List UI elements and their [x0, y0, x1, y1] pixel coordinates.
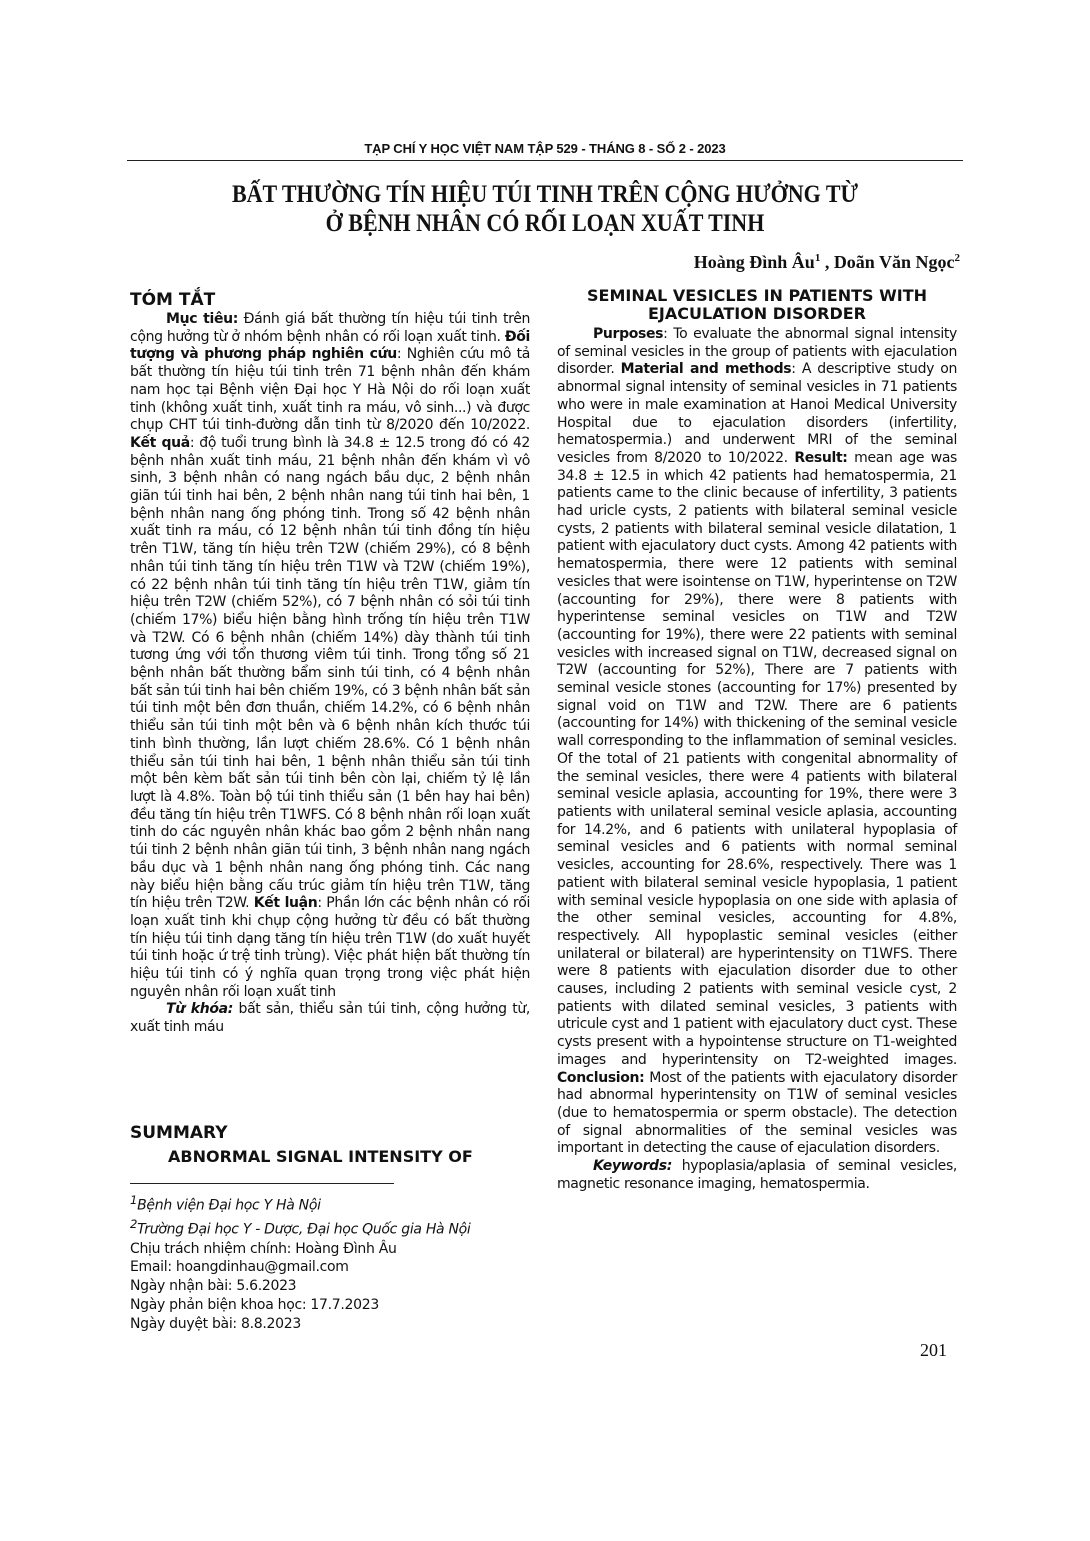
journal-header: TẠP CHÍ Y HỌC VIỆT NAM TẬP 529 - THÁNG 8 - SỐ 2 - 2023 — [364, 141, 726, 156]
email: Email: hoangdinhau@gmail.com — [130, 1259, 349, 1276]
title-line-2: Ở BỆNH NHÂN CÓ RỐI LOẠN XUẤT TINH — [325, 210, 765, 237]
summary-title-part1: ABNORMAL SIGNAL INTENSITY OF — [168, 1147, 473, 1166]
date-received: Ngày nhận bài: 5.6.2023 — [130, 1278, 297, 1295]
label-conclusion: Conclusion: — [557, 1069, 645, 1086]
text-muc-tieu: Đánh giá bất thường tín hiệu túi tinh trên cộng hưởng từ ở nhóm bệnh nhân có rối loạn xuất tinh. — [130, 311, 530, 345]
author-1-affiliation: 1 — [814, 252, 821, 264]
text-ket-luan: : Phần lớn các bệnh nhân có rối loạn xuất tinh khi chụp cộng hưởng từ đều có bất thường tín hiệu túi tinh dạng tăng tín hiệu trên T1W (do xuất huyết túi tinh hoặc ứ trệ tinh trùng). Việc phát hiện bất thường tín hiệu túi tinh có ý nghĩa quan trọng trong việc phát hiện nguyên nhân rối loạn xuất tinh — [130, 895, 530, 1000]
text-result: mean age was 34.8 ± 12.5 in which 42 patients had hematospermia, 21 patients came to the clinic because of infertility, 3 patients had uricle cysts, 2 patients with bilateral seminal vesicle cysts, 2 patients with bilateral seminal vesicle dilatation, 1 patient with ejaculatory duct cysts. Among 42 patients with hematospermia, there were 12 patients with seminal vesicles that were isointense on T1W, hyperintense on T2W (accounting for 29%), there were 8 patients with hyperintense seminal vesicles on T1W and T2W (accounting for 19%), there were 22 patients with seminal vesicles with increased signal on T1W, decreased signal on T2W (accounting for 52%), There are 7 patients with seminal vesicle stones (accounting for 17%) presented by signal void on T1W and T2W. There are 6 patients (accounting for 14%) with thickening of the seminal vesicle wall corresponding to the inflammation of seminal vesicles. Of the total of 21 patients with congenital abnormality of the seminal vesicles, there were 4 patients with bilateral seminal vesicle aplasia, accounting for 19%, there were 3 patients with unilateral seminal vesicle aplasia, accounting for 14.2%, and 6 patients with unilateral hypoplasia of seminal vesicles and 6 patients with normal seminal vesicles, accounting for 28.6%, respectively. There was 1 patient with bilateral seminal vesicle hypoplasia, 1 patient with seminal vesicle hypoplasia on one side with aplasia of the other seminal vesicles, accounting for 4.8%, respectively. All hypoplastic seminal vesicles (either unilateral or bilateral) are hyperintensity on T1WFS. There were 8 patients with ejaculation disorder due to other causes, including 2 patients with seminal vesicle cyst, 2 patients with dilated seminal vesicles, 3 patients with utricule cyst and 1 patient with ejaculatory duct cyst. These cysts present with a hypointense structure on T1-weighted images and hyperintensity on T2-weighted images. — [557, 449, 958, 1068]
page-number: 201 — [920, 1340, 947, 1360]
label-ket-luan: Kết luận — [253, 895, 318, 912]
keywords-vi — [130, 1001, 530, 1036]
footnote-divider — [130, 1183, 394, 1184]
label-purposes: Purposes — [593, 326, 664, 342]
authors — [694, 252, 960, 273]
text-ket-qua: : độ tuổi trung bình là 34.8 ± 12.5 trong đó có 42 bệnh nhân xuất tinh máu, 21 bệnh nhân đến khám vì vô sinh, 3 bệnh nhân có nang ngách bầu dục, 2 bệnh nhân giãn túi tinh hai bên, 2 bệnh nhân nang túi tinh hai bên, 1 bệnh nhân nang ống phóng tinh. Trong số 42 bệnh nhân xuất tinh ra máu, có 12 bệnh nhân túi tinh đồng tín hiệu trên T1W, tăng tín hiệu trên T2W (chiếm 29%), có 8 bệnh nhân túi tinh tăng tín hiệu trên T1W và T2W (chiếm 19%), có 22 bệnh nhân túi tinh tăng tín hiệu trên T1W, giảm tín hiệu trên T2W (chiếm 52%), có 7 bệnh nhân có sỏi túi tinh (chiếm 17%) biểu hiện bằng hình trống tín hiệu trên T1W và T2W. Có 6 bệnh nhân (chiếm 14%) dày thành túi tinh tương ứng với tổn thương viêm túi tinh. Trong tổng số 21 bệnh nhân bất thường bẩm sinh túi tinh, có 4 bệnh nhân bất sản túi tinh hai bên chiếm 19%, có 3 bệnh nhân bất sản túi tinh một bên đơn thuần, chiếm 14.2%, có 6 bệnh nhân thiểu sản túi tinh một bên và 6 bệnh nhân kích thước túi tinh bình thường, lần lượt chiếm 28.6%. Có 1 bệnh nhân thiểu sản túi tinh hai bên, 1 bệnh nhân thiểu sản túi tinh một bên kèm bất sản túi tinh bên còn lại, chiếm tỷ lệ lần lượt là 4.8%. Toàn bộ túi tinh thiểu sản (1 bên hay hai bên) đều tăng tín hiệu trên T1WFS. Có 8 bệnh nhân rối loạn xuất tinh do các nguyên nhân khác bao gồm 2 bệnh nhân nang túi tinh 2 bệnh nhân giãn túi tinh, 3 bệnh nhân nang ngách bầu dục và 1 bệnh nhân nang ống phóng tinh. Các nang này biểu hiện bằng cấu trúc giảm tín hiệu trên T1W, tăng tín hiệu trên T2W. — [130, 434, 530, 912]
label-muc-tieu: Mục tiêu: — [166, 311, 238, 327]
label-doi-tuong: Đối tượng và phương pháp nghiên cứu — [130, 328, 530, 363]
summary-heading: SUMMARY — [130, 1123, 228, 1143]
text-methods: : A descriptive study on abnormal signal intensity of seminal vesicles in 71 patients who were in male examination at Hanoi Medical University Hospital due to ejaculation disorders (infertility, hematospermia.) and underwent MRI of the seminal vesicles from 8/2020 to 10/2022. — [557, 361, 957, 466]
summary-title-line-2: SEMINAL VESICLES IN PATIENTS WITH — [586, 286, 928, 305]
date-accepted: Ngày duyệt bài: 8.8.2023 — [130, 1315, 301, 1332]
summary-body — [557, 326, 957, 1193]
author-1: Hoàng Đình Âu — [693, 252, 815, 272]
author-2: Doãn Văn Ngọc — [833, 252, 955, 272]
affiliation-2-number: 2 — [130, 1217, 138, 1232]
label-keywords: Keywords: — [593, 1158, 672, 1175]
summary-title-line-3: EJACULATION DISORDER — [648, 304, 866, 323]
article-title — [177, 180, 913, 238]
text-doi-tuong: : Nghiên cứu mô tả bất thường tín hiệu túi tinh trên 71 bệnh nhân đến khám nam học tại Bệnh viện Đại học Y Hà Nội do rối loạn xuất tinh (không xuất tinh, xuất tinh ra máu, vô sinh...) và được chụp CHT túi tinh-đường dẫn tinh từ 8/2020 đến 10/2022. — [130, 346, 530, 434]
corresponding-author: Chịu trách nhiệm chính: Hoàng Đình Âu — [130, 1240, 397, 1257]
label-tu-khoa: Từ khóa: — [166, 1001, 233, 1018]
text-conclusion: Most of the patients with ejaculatory disorder had abnormal hyperintensity on T1W of seminal vesicles (due to hematospermia or sperm obstacle). The detection of signal abnormalities of the seminal vesicles was important in detecting the cause of ejaculation disorders. — [557, 1069, 957, 1157]
affiliation-2 — [130, 1215, 550, 1239]
abstract-vi-paragraph — [130, 311, 530, 1001]
text-purposes: : To evaluate the abnormal signal intensity of seminal vesicles in the group of patients with ejaculation disorder. — [557, 326, 957, 378]
affiliation-1-number: 1 — [130, 1193, 138, 1207]
affiliation-1 — [130, 1191, 550, 1215]
title-line-1: BẤT THƯỜNG TÍN HIỆU TÚI TINH TRÊN CỘNG HƯỞNG TỪ — [231, 181, 859, 208]
abstract-vi-heading: TÓM TẮT — [130, 290, 216, 310]
label-methods: Material and methods — [620, 361, 792, 378]
affiliation-1-text: Bệnh viện Đại học Y Hà Nội — [137, 1197, 321, 1214]
summary-title-part2 — [557, 287, 957, 323]
keywords-en — [557, 1158, 957, 1193]
footnotes — [130, 1191, 550, 1333]
header-divider — [127, 160, 963, 161]
date-reviewed: Ngày phản biện khoa học: 17.7.2023 — [130, 1296, 379, 1313]
label-result: Result: — [794, 449, 848, 466]
author-separator: , — [820, 252, 834, 272]
summary-paragraph — [557, 326, 957, 1158]
label-ket-qua: Kết quả — [130, 434, 190, 451]
text-tu-khoa: bất sản, thiểu sản túi tinh, cộng hưởng từ, xuất tinh máu — [130, 1001, 530, 1036]
abstract-vi-body — [130, 311, 530, 1037]
author-2-affiliation: 2 — [954, 252, 960, 264]
affiliation-2-text: Trường Đại học Y - Dược, Đại học Quốc gia Hà Nội — [137, 1222, 471, 1239]
text-keywords: hypoplasia/aplasia of seminal vesicles, magnetic resonance imaging, hematospermia. — [557, 1158, 957, 1192]
